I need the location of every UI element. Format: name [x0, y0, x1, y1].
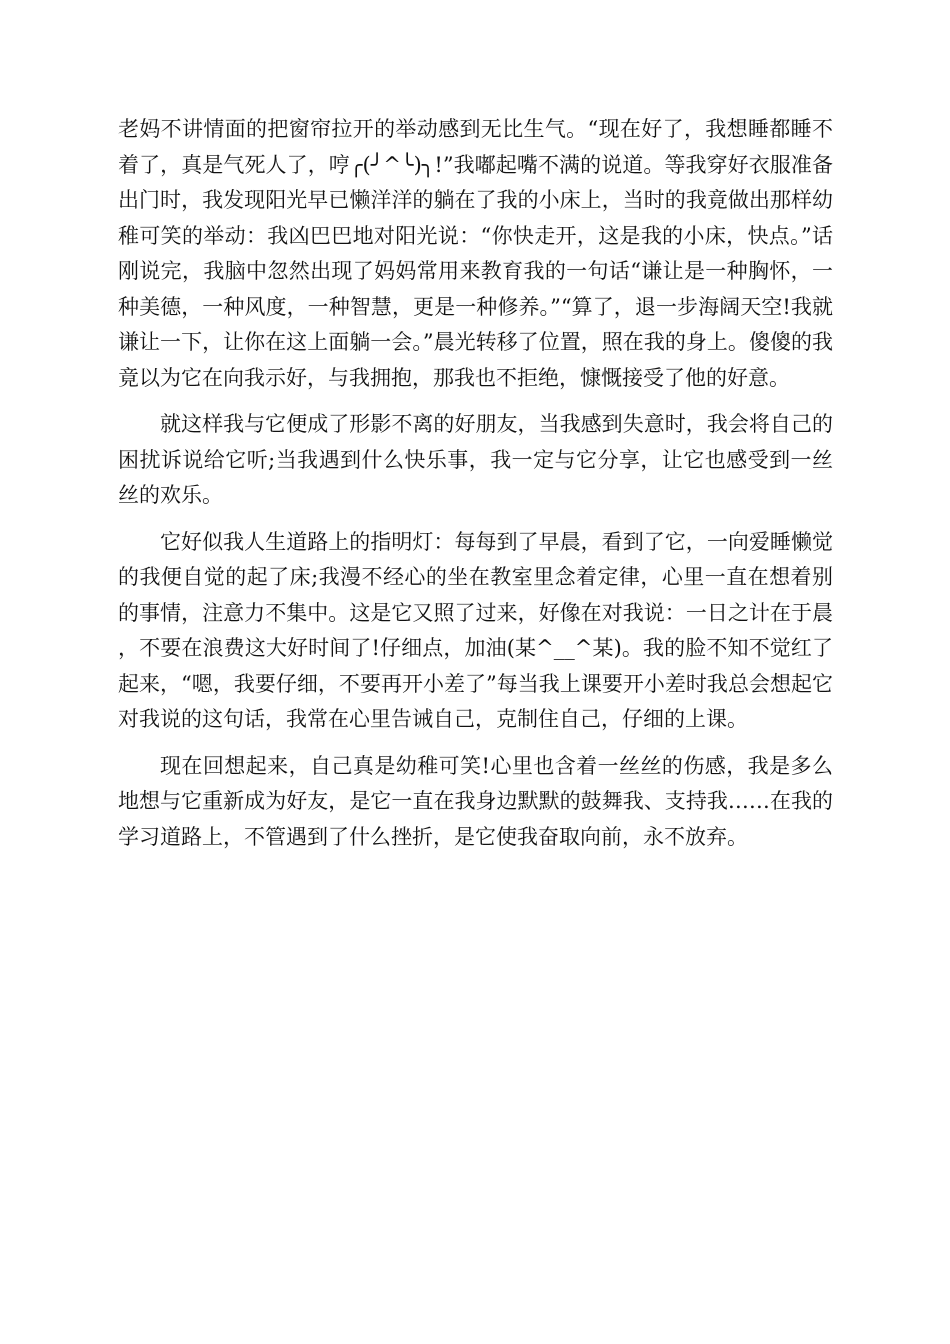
- document-body: [118, 112, 833, 866]
- paragraph-1: 老妈不讲情面的把窗帘拉开的举动感到无比生气。“现在好了，我想睡都睡不着了，真是气死人了，哼╭(╯^╰)╮!”我嘟起嘴不满的说道。等我穿好衣服准备出门时，我发现阳光早已懒洋洋的躺在了我的小床上，当时的我竟做出那样幼稚可笑的举动：我凶巴巴地对阳光说：“你快走开，这是我的小床，快点。”话刚说完，我脑中忽然出现了妈妈常用来教育我的一句话“谦让是一种胸怀，一种美德，一种风度，一种智慧，更是一种修养。”“算了，退一步海阔天空!我就谦让一下，让你在这上面躺一会。”晨光转移了位置，照在我的身上。傻傻的我竟以为它在向我示好，与我拥抱，那我也不拒绝，慷慨接受了他的好意。: [118, 117, 833, 390]
- paragraph-3: 它好似我人生道路上的指明灯：每每到了早晨，看到了它，一向爱睡懒觉的我便自觉的起了床;我漫不经心的坐在教室里念着定律，心里一直在想着别的事情，注意力不集中。这是它又照了过来，好像在对我说：一日之计在于晨，不要在浪费这大好时间了!仔细点，加油(某^__^某)。我的脸不知不觉红了起来，“嗯，我要仔细，不要再开小差了”每当我上课要开小差时我总会想起它对我说的这句话，我常在心里告诫自己，克制住自己，仔细的上课。: [118, 529, 833, 731]
- paragraph-2: 就这样我与它便成了形影不离的好朋友，当我感到失意时，我会将自己的困扰诉说给它听;当我遇到什么快乐事，我一定与它分享，让它也感受到一丝丝的欢乐。: [118, 412, 833, 507]
- paragraph-4: 现在回想起来，自己真是幼稚可笑!心里也含着一丝丝的伤感，我是多么地想与它重新成为好友，是它一直在我身边默默的鼓舞我、支持我……在我的学习道路上，不管遇到了什么挫折，是它使我奋取向前，永不放弃。: [118, 753, 833, 849]
